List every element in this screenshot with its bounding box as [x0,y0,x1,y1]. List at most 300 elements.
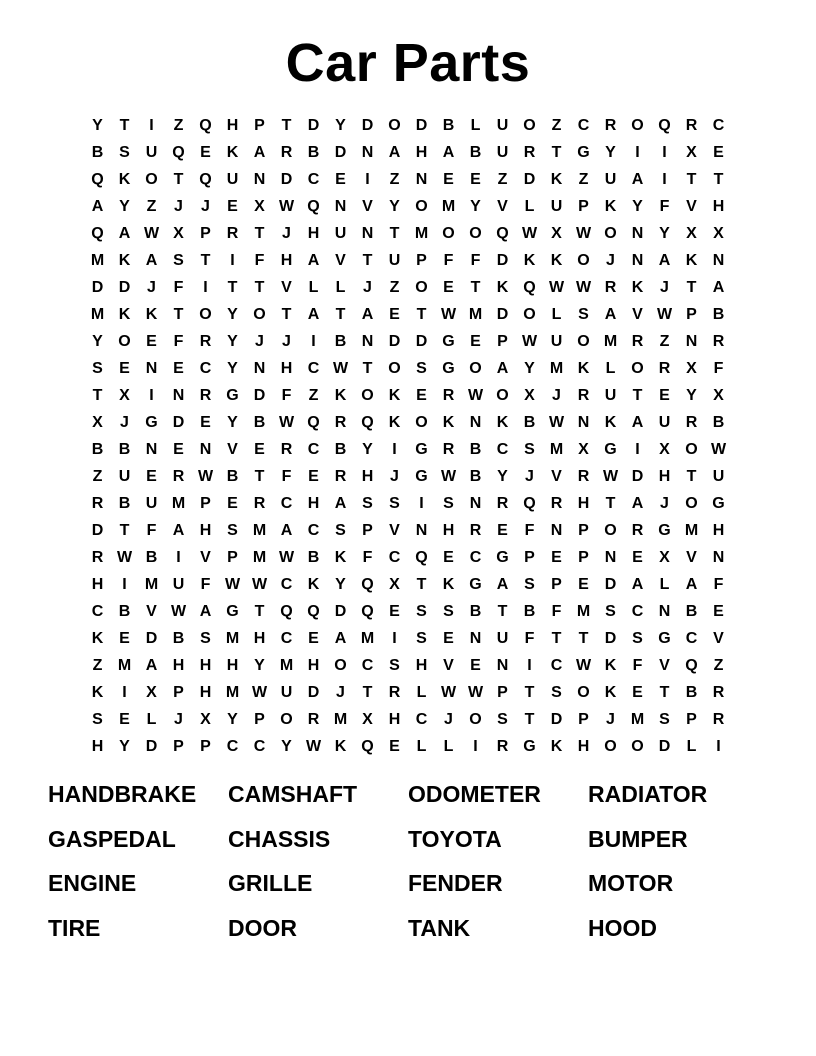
grid-letter[interactable]: Z [497,171,508,188]
grid-letter[interactable]: R [496,495,509,512]
grid-letter[interactable]: E [227,495,238,512]
grid-letter[interactable]: A [604,306,617,323]
grid-letter[interactable]: Z [389,279,400,296]
grid-letter[interactable]: E [146,468,157,485]
grid-letter[interactable]: P [173,684,184,701]
grid-letter[interactable]: H [91,576,104,593]
grid-letter[interactable]: E [443,630,454,647]
grid-letter[interactable]: S [632,630,643,647]
grid-letter[interactable]: I [473,738,478,755]
grid-letter[interactable]: M [144,576,159,593]
grid-letter[interactable]: F [173,279,184,296]
grid-letter[interactable]: Q [91,225,104,242]
grid-letter[interactable]: R [631,333,644,350]
grid-letter[interactable]: P [686,711,697,728]
grid-letter[interactable]: X [686,144,697,161]
grid-letter[interactable]: H [658,468,671,485]
grid-letter[interactable]: H [280,360,293,377]
grid-letter[interactable]: M [279,657,294,674]
grid-letter[interactable]: O [253,306,266,323]
grid-letter[interactable]: C [469,549,482,566]
grid-letter[interactable]: P [578,198,589,215]
grid-letter[interactable]: K [226,144,239,161]
grid-letter[interactable]: H [307,657,320,674]
grid-letter[interactable]: K [604,198,617,215]
grid-letter[interactable]: D [118,279,131,296]
grid-letter[interactable]: Q [496,225,509,242]
grid-letter[interactable]: B [469,603,482,620]
grid-letter[interactable]: I [176,549,181,566]
grid-letter[interactable]: M [252,522,267,539]
grid-letter[interactable]: B [253,414,266,431]
grid-letter[interactable]: C [361,657,374,674]
grid-letter[interactable]: H [91,738,104,755]
grid-letter[interactable]: E [200,144,211,161]
grid-letter[interactable]: K [145,306,158,323]
grid-letter[interactable]: Y [497,468,508,485]
grid-letter[interactable]: S [173,252,184,269]
grid-letter[interactable]: E [551,549,562,566]
grid-letter[interactable]: N [415,522,428,539]
grid-letter[interactable]: Y [524,360,535,377]
grid-letter[interactable]: W [224,576,241,593]
grid-letter[interactable]: H [253,630,266,647]
grid-letter[interactable]: U [118,468,131,485]
grid-letter[interactable]: Q [280,603,293,620]
grid-letter[interactable]: R [604,117,617,134]
grid-letter[interactable]: W [467,684,484,701]
grid-letter[interactable]: J [201,198,210,215]
grid-letter[interactable]: Y [92,333,103,350]
grid-letter[interactable]: K [577,360,590,377]
grid-letter[interactable]: X [119,387,130,404]
grid-letter[interactable]: T [605,495,616,512]
grid-letter[interactable]: N [145,441,158,458]
grid-letter[interactable]: U [496,144,509,161]
grid-letter[interactable]: A [307,306,320,323]
grid-letter[interactable]: E [308,468,319,485]
grid-letter[interactable]: O [118,333,131,350]
grid-letter[interactable]: E [146,333,157,350]
grid-letter[interactable]: D [604,576,617,593]
grid-letter[interactable]: Q [361,738,374,755]
grid-letter[interactable]: D [415,333,428,350]
grid-letter[interactable]: R [469,522,482,539]
grid-letter[interactable]: X [578,441,589,458]
grid-letter[interactable]: X [713,225,724,242]
grid-letter[interactable]: S [443,495,454,512]
grid-letter[interactable]: Y [227,711,238,728]
grid-letter[interactable]: Y [605,144,616,161]
grid-letter[interactable]: B [307,144,320,161]
grid-letter[interactable]: S [497,711,508,728]
grid-letter[interactable]: P [416,252,427,269]
grid-letter[interactable]: H [280,252,293,269]
grid-letter[interactable]: C [253,738,266,755]
grid-letter[interactable]: O [469,225,482,242]
grid-letter[interactable]: F [524,522,535,539]
grid-letter[interactable]: T [524,711,535,728]
grid-letter[interactable]: O [415,414,428,431]
grid-letter[interactable]: G [145,414,158,431]
grid-letter[interactable]: I [662,144,667,161]
grid-letter[interactable]: I [149,387,154,404]
grid-letter[interactable]: H [442,522,455,539]
grid-letter[interactable]: S [92,711,103,728]
grid-letter[interactable]: L [416,684,427,701]
grid-letter[interactable]: J [552,387,561,404]
grid-letter[interactable]: Y [227,333,238,350]
grid-letter[interactable]: U [172,576,185,593]
grid-letter[interactable]: F [659,198,670,215]
grid-letter[interactable]: V [551,468,562,485]
grid-letter[interactable]: T [416,576,427,593]
grid-letter[interactable]: K [91,684,104,701]
grid-letter[interactable]: K [523,252,536,269]
grid-letter[interactable]: R [334,414,347,431]
grid-letter[interactable]: D [91,522,104,539]
grid-letter[interactable]: K [604,414,617,431]
grid-letter[interactable]: M [90,252,105,269]
grid-letter[interactable]: A [631,576,644,593]
grid-letter[interactable]: I [716,738,721,755]
grid-letter[interactable]: K [91,630,104,647]
grid-letter[interactable]: J [174,711,183,728]
grid-letter[interactable]: I [527,657,532,674]
grid-letter[interactable]: M [252,549,267,566]
grid-letter[interactable]: A [172,522,185,539]
grid-letter[interactable]: F [713,576,724,593]
grid-letter[interactable]: W [305,738,322,755]
grid-letter[interactable]: D [334,144,347,161]
grid-letter[interactable]: V [335,252,346,269]
grid-letter[interactable]: G [415,468,428,485]
grid-letter[interactable]: H [307,495,320,512]
grid-letter[interactable]: R [604,279,617,296]
grid-letter[interactable]: R [253,495,266,512]
grid-letter[interactable]: O [631,738,644,755]
grid-letter[interactable]: B [523,603,536,620]
grid-letter[interactable]: J [282,333,291,350]
grid-letter[interactable]: Y [659,225,670,242]
grid-letter[interactable]: B [334,441,347,458]
grid-letter[interactable]: D [280,171,293,188]
grid-letter[interactable]: G [226,603,239,620]
grid-letter[interactable]: T [281,117,292,134]
grid-letter[interactable]: H [226,117,239,134]
grid-letter[interactable]: V [443,657,454,674]
grid-letter[interactable]: H [577,738,590,755]
grid-letter[interactable]: W [116,549,133,566]
grid-letter[interactable]: J [120,414,129,431]
grid-letter[interactable]: W [548,279,565,296]
grid-letter[interactable]: T [551,630,562,647]
grid-letter[interactable]: L [524,198,535,215]
grid-letter[interactable]: Y [119,198,130,215]
grid-letter[interactable]: R [199,333,212,350]
grid-letter[interactable]: S [389,657,400,674]
grid-letter[interactable]: V [281,279,292,296]
grid-letter[interactable]: I [122,576,127,593]
grid-letter[interactable]: O [577,684,590,701]
grid-letter[interactable]: A [631,171,644,188]
grid-letter[interactable]: N [685,333,698,350]
grid-letter[interactable]: F [713,360,724,377]
grid-letter[interactable]: P [497,684,508,701]
grid-letter[interactable]: P [686,306,697,323]
grid-letter[interactable]: S [389,495,400,512]
grid-letter[interactable]: E [119,630,130,647]
grid-letter[interactable]: E [632,549,643,566]
grid-letter[interactable]: C [307,441,320,458]
grid-letter[interactable]: E [713,603,724,620]
grid-letter[interactable]: K [307,576,320,593]
grid-letter[interactable]: R [442,441,455,458]
grid-letter[interactable]: V [659,657,670,674]
grid-letter[interactable]: B [118,495,131,512]
grid-letter[interactable]: G [523,738,536,755]
grid-letter[interactable]: T [686,171,697,188]
grid-letter[interactable]: F [551,603,562,620]
grid-letter[interactable]: Y [632,198,643,215]
grid-letter[interactable]: P [578,549,589,566]
grid-letter[interactable]: S [416,360,427,377]
grid-letter[interactable]: Q [91,171,104,188]
grid-letter[interactable]: D [361,117,374,134]
grid-letter[interactable]: K [631,279,644,296]
grid-letter[interactable]: M [225,684,240,701]
grid-letter[interactable]: K [118,252,131,269]
grid-letter[interactable]: W [251,684,268,701]
grid-letter[interactable]: U [145,495,158,512]
grid-letter[interactable]: P [254,117,265,134]
grid-letter[interactable]: K [334,549,347,566]
grid-letter[interactable]: W [602,468,619,485]
grid-letter[interactable]: Y [335,576,346,593]
grid-letter[interactable]: J [174,198,183,215]
grid-letter[interactable]: A [145,657,158,674]
grid-letter[interactable]: S [443,603,454,620]
grid-letter[interactable]: A [253,144,266,161]
grid-letter[interactable]: X [659,441,670,458]
grid-letter[interactable]: Q [307,198,320,215]
grid-letter[interactable]: N [577,414,590,431]
grid-letter[interactable]: K [685,252,698,269]
grid-letter[interactable]: F [632,657,643,674]
grid-letter[interactable]: V [389,522,400,539]
grid-letter[interactable]: Z [173,117,184,134]
grid-letter[interactable]: S [524,576,535,593]
grid-letter[interactable]: J [444,711,453,728]
grid-letter[interactable]: O [415,279,428,296]
grid-letter[interactable]: A [334,495,347,512]
grid-letter[interactable]: F [200,576,211,593]
grid-letter[interactable]: W [440,684,457,701]
grid-letter[interactable]: D [496,306,509,323]
grid-letter[interactable]: D [91,279,104,296]
grid-letter[interactable]: H [199,657,212,674]
grid-letter[interactable]: T [524,684,535,701]
grid-letter[interactable]: D [631,468,644,485]
grid-letter[interactable]: N [469,495,482,512]
grid-letter[interactable]: W [251,576,268,593]
grid-letter[interactable]: N [361,225,374,242]
grid-letter[interactable]: U [712,468,725,485]
grid-letter[interactable]: F [281,468,292,485]
grid-letter[interactable]: U [658,414,671,431]
grid-letter[interactable]: I [635,441,640,458]
grid-letter[interactable]: G [442,360,455,377]
grid-letter[interactable]: D [145,738,158,755]
grid-letter[interactable]: P [200,738,211,755]
grid-letter[interactable]: T [389,225,400,242]
grid-letter[interactable]: B [712,414,725,431]
grid-letter[interactable]: U [145,144,158,161]
grid-letter[interactable]: E [659,387,670,404]
grid-letter[interactable]: O [577,252,590,269]
grid-letter[interactable]: G [658,630,671,647]
grid-letter[interactable]: B [523,414,536,431]
grid-letter[interactable]: K [118,306,131,323]
grid-letter[interactable]: O [523,306,536,323]
grid-letter[interactable]: T [632,387,643,404]
grid-letter[interactable]: K [604,684,617,701]
grid-letter[interactable]: N [253,360,266,377]
grid-letter[interactable]: N [712,549,725,566]
grid-letter[interactable]: B [469,468,482,485]
grid-letter[interactable]: M [117,657,132,674]
grid-letter[interactable]: W [710,441,727,458]
grid-letter[interactable]: Z [92,657,103,674]
grid-letter[interactable]: C [199,360,212,377]
grid-letter[interactable]: A [712,279,725,296]
grid-letter[interactable]: W [170,603,187,620]
grid-letter[interactable]: F [362,549,373,566]
grid-letter[interactable]: Q [523,495,536,512]
grid-letter[interactable]: T [254,279,265,296]
grid-letter[interactable]: Q [685,657,698,674]
grid-letter[interactable]: H [712,198,725,215]
grid-letter[interactable]: S [578,306,589,323]
grid-letter[interactable]: I [230,252,235,269]
grid-letter[interactable]: P [254,711,265,728]
grid-letter[interactable]: D [550,711,563,728]
grid-letter[interactable]: G [658,522,671,539]
grid-letter[interactable]: N [361,333,374,350]
grid-letter[interactable]: X [200,711,211,728]
grid-letter[interactable]: X [524,387,535,404]
grid-letter[interactable]: A [685,576,698,593]
grid-letter[interactable]: O [361,387,374,404]
grid-letter[interactable]: V [497,198,508,215]
grid-letter[interactable]: H [415,657,428,674]
grid-letter[interactable]: G [604,441,617,458]
grid-letter[interactable]: T [578,630,589,647]
grid-letter[interactable]: O [685,495,698,512]
grid-letter[interactable]: C [91,603,104,620]
grid-letter[interactable]: R [712,711,725,728]
grid-letter[interactable]: T [497,603,508,620]
grid-letter[interactable]: L [686,738,697,755]
grid-letter[interactable]: M [333,711,348,728]
grid-letter[interactable]: V [146,603,157,620]
grid-letter[interactable]: A [118,225,131,242]
grid-letter[interactable]: R [199,387,212,404]
grid-letter[interactable]: R [442,387,455,404]
grid-letter[interactable]: E [389,738,400,755]
grid-letter[interactable]: M [684,522,699,539]
grid-letter[interactable]: X [146,684,157,701]
grid-letter[interactable]: J [660,279,669,296]
grid-letter[interactable]: I [311,333,316,350]
grid-letter[interactable]: B [145,549,158,566]
grid-letter[interactable]: U [388,252,401,269]
grid-letter[interactable]: F [254,252,265,269]
grid-letter[interactable]: Y [362,441,373,458]
grid-letter[interactable]: K [550,738,563,755]
grid-letter[interactable]: W [440,306,457,323]
grid-letter[interactable]: B [118,441,131,458]
grid-letter[interactable]: J [660,495,669,512]
grid-letter[interactable]: T [119,117,130,134]
grid-letter[interactable]: X [254,198,265,215]
grid-letter[interactable]: E [254,441,265,458]
grid-letter[interactable]: L [146,711,157,728]
grid-letter[interactable]: B [469,441,482,458]
grid-letter[interactable]: A [496,576,509,593]
grid-letter[interactable]: F [173,333,184,350]
grid-letter[interactable]: P [497,333,508,350]
grid-letter[interactable]: Q [361,603,374,620]
grid-letter[interactable]: G [577,144,590,161]
grid-letter[interactable]: D [523,171,536,188]
grid-letter[interactable]: C [307,522,320,539]
grid-letter[interactable]: V [362,198,373,215]
grid-letter[interactable]: R [631,522,644,539]
grid-letter[interactable]: I [392,630,397,647]
grid-letter[interactable]: L [416,738,427,755]
grid-letter[interactable]: A [631,495,644,512]
grid-letter[interactable]: O [145,171,158,188]
grid-letter[interactable]: H [712,522,725,539]
grid-letter[interactable]: H [172,657,185,674]
grid-letter[interactable]: O [415,198,428,215]
grid-letter[interactable]: W [278,198,295,215]
grid-letter[interactable]: E [443,171,454,188]
grid-letter[interactable]: Q [658,117,671,134]
grid-letter[interactable]: Z [389,171,400,188]
grid-letter[interactable]: U [496,117,509,134]
grid-letter[interactable]: A [334,630,347,647]
grid-letter[interactable]: A [496,360,509,377]
grid-letter[interactable]: R [577,468,590,485]
grid-letter[interactable]: B [685,603,698,620]
grid-letter[interactable]: J [606,711,615,728]
grid-letter[interactable]: C [280,495,293,512]
grid-letter[interactable]: N [334,198,347,215]
grid-letter[interactable]: C [307,360,320,377]
grid-letter[interactable]: T [362,360,373,377]
grid-letter[interactable]: R [577,387,590,404]
grid-letter[interactable]: W [440,468,457,485]
grid-letter[interactable]: I [635,144,640,161]
grid-letter[interactable]: T [659,684,670,701]
grid-letter[interactable]: C [388,549,401,566]
grid-letter[interactable]: J [336,684,345,701]
grid-letter[interactable]: Z [92,468,103,485]
grid-letter[interactable]: I [203,279,208,296]
grid-letter[interactable]: R [91,495,104,512]
